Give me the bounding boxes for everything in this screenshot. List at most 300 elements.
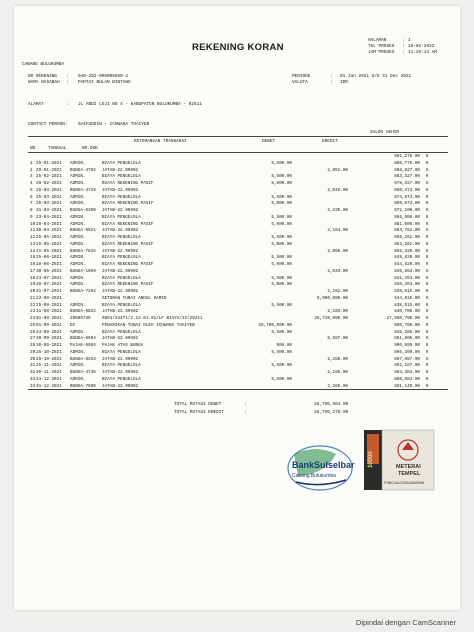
cell-desc: JATAB-22.99902	[102, 228, 139, 234]
scanner-footer: Dipindai dengan CamScanner	[355, 618, 456, 627]
cell-credit: 2,162.00	[327, 289, 348, 294]
col-keterangan: KETERANGAN TRANSAKSI	[134, 139, 187, 144]
cell-mark: K	[426, 248, 429, 254]
header-rule-bottom	[28, 152, 448, 153]
cell-ref: BUNGA-6822	[70, 309, 96, 315]
cell-ref: ADMIN.	[70, 329, 86, 335]
cell-debit: 5,500.00	[271, 255, 292, 261]
cell-no: 15	[30, 255, 36, 261]
table-row	[14, 330, 460, 335]
header-rule-top	[28, 136, 448, 137]
cell-mark: K	[426, 336, 429, 342]
cell-mark: K	[426, 289, 429, 294]
table-row	[14, 303, 460, 308]
cell-no: 2	[30, 167, 33, 173]
cell-no: 16	[30, 262, 36, 267]
cell-no: 4	[30, 181, 33, 186]
cell-date: 25-01-2021	[36, 160, 62, 166]
table-row	[14, 154, 460, 159]
cell-desc: BIAYA PENGELOLA	[102, 329, 141, 335]
cell-balance: 888,883.00	[394, 376, 420, 382]
cell-desc: BIAYA PENGELOLA	[102, 363, 141, 369]
cell-balance: 891,149.00	[394, 383, 420, 389]
periode-value: 01 Jan 2021 S/D 31 Dec 2021	[340, 74, 412, 79]
cell-desc: BIAYA PENGELOLA	[102, 349, 141, 355]
cell-date: 29-10-2021	[36, 356, 62, 362]
cell-balance: 892,276.00	[394, 154, 420, 159]
cell-desc: JATAB-22.99902	[102, 268, 139, 274]
cell-no: 19	[30, 282, 36, 288]
alamat-value: JL ANDI LOJI NO 4 - KABUPATEN BULUKUMBA - 92511	[78, 102, 202, 107]
cell-ref: ADMIN.	[70, 262, 86, 267]
cell-balance: 849,820.00	[394, 255, 420, 261]
table-row	[14, 269, 460, 274]
cell-balance: 846,853.00	[394, 268, 420, 274]
cell-credit: 2,058.00	[327, 248, 348, 254]
cell-no: 24	[30, 316, 36, 321]
table-row	[14, 168, 460, 173]
cell-balance: 850,708.00	[394, 322, 420, 328]
cell-debit: 5,500.00	[271, 376, 292, 382]
table-row	[14, 249, 460, 254]
cell-date: 23-08-2021	[36, 295, 62, 301]
cell-debit: 5,000.00	[271, 201, 292, 207]
statement-page: REKENING KORAN HALAMAN : 1 TGL PROSES : 18-02-2022 JAM PROSES : 11:29:14 AM CABANG BULUKUMBA NO REKENING : 040-202-000005950-2 NAMA NASABAH : PARTAI BULAN BINTANG PERIODE : 01 Jan 2021 S/D 31 Dec 2021 VALUTA : IDR ALAMAT : JL ANDI LOJI NO 4 - KABUPATEN BULUKUMBA - 92511 CONTACT PERSON: SAIFUDDIN - ICHWANA THAIYEB SALDO AKHIR KETERANGAN TRANSAKSI DEBET KREDIT NO TANGGAL NO.DOK 892,276.00 K 1 25-01-2021 ADMIN. BIAYA PENGELOLA 5,500.00 886,776.00 K 2 29-01-2021 BUNGA-4792 JATAB-22.99902 2,051.00 888,827.00 K 3 25-02-2021 ADMIN. BIAYA PENGELOLA 5,500.00 883,327.00 K 4 26-02-2021 ADMIN. BIAYA REKENING PASIF 5,000.00 878,327.00 K 5 26-03-2021 BUNGA-4726 JATAB-22.99902 2,046.00 880,373.00 K 6 25-03-2021 ADMIN. BIAYA PENGELOLA 5,500.00 874,873.00 K 7 26-03-2021 ADMIN. BIAYA REKENING PASIF 5,000.00 869,873.00 K 8 31-03-2021 BUNGA-6360 JATAB-22.99902 2,235.00 872,108.00 K 9 23-04-2021 ADMIN. BIAYA PENGELOLA 5,500.00 866,608.00 K 10 26-04-2021 ADMIN. BIAYA REKENING PASIF 5,000.00 861,608.00 K 11 30-04-2021 BUNGA-9921 JATAB-22.99902 2,154.00 863,762.00 K 12 25-05-2021 ADMIN. BIAYA PENGELOLA 5,500.00 858,262.00 K 13 26-05-2021 ADMIN. BIAYA REKENING PASIF 5,000.00 853,262.00 K 14 31-05-2021 BUNGA-7825 JATAB-22.99902 2,058.00 855,320.00 K 15 25-06-2021 ADMIN. BIAYA PENGELOLA 5,500.00 849,820.00 K 16 28-06-2021 ADMIN. BIAYA REKENING PASIF 5,000.00 844,820.00 K 17 30-06-2021 BUNGA-1069 JATAB-22.99902 2,033.00 846,853.00 K 18 23-07-2021 ADMIN. BIAYA PENGELOLA 5,500.00 841,353.00 K 19 26-07-2021 ADMIN. BIAYA REKENING PASIF 5,000.00 836,353.00 K 20 31-07-2021 BUNGA-7262 JATAB-22.99902 2,162.00 838,515.00 K 21 23-08-2021 SETORAN TUNAI ABDUL HAMID 8,000,000.00 844,015.00 K 22 25-08-2021 ADMIN. BIAYA PENGELOLA 5,500.00 838,515.00 K 23 31-08-2021 BUNGA-6822 JATAB-22.99902 2,193.00 840,708.00 K 24 01-09-2021 20085736 0801/33371/2.12.01.01/LF BIAYA/IX/20211 26,710,000.00 27,550,708.00 K 25 01-09-2021 DI PENARIKAN TUNAI OLEH ICHWANA THAIYEB 26,700,000.00 850,708.00 K 26 24-09-2021 ADMIN. BIAYA PENGELOLA 5,500.00 845,208.00 K 27 30-09-2021 BUNGA-6504 JATAB-22.99902 6,597.00 851,805.00 K 28 30-09-2021 PAJAK-6504 PAJAK ATAS BUNGA 906.00 900,899.00 K 29 25-10-2021 ADMIN. BIAYA PENGELOLA 5,500.00 895,399.00 K 30 29-10-2021 BUNGA-8253 JATAB-22.99902 2,288.00 897,687.00 K 31 25-11-2021 ADMIN. BIAYA PENGELOLA 5,500.00 892,187.00 K 32 30-11-2021 BUNGA-4745 JATAB-22.99902 2,196.00 894,383.00 K 33 24-12-2021 ADMIN. BIAYA PENGELOLA 5,500.00 888,883.00 K 34 31-12-2021 BUNGA-7590 JATAB-22.99902 2,266.00 891,149.00 K TOTAL MUTASI DEBET : 26,796,904.00 TOTAL MUTASI KREDIT : 26,790,279.00	[14, 6, 460, 610]
cell-no: 11	[30, 228, 36, 234]
cell-desc: JATAB-22.99902	[102, 370, 139, 375]
table-row	[14, 282, 460, 287]
cell-balance: 858,262.00	[394, 235, 420, 240]
cell-date: 31-03-2021	[36, 208, 62, 213]
table-row	[14, 255, 460, 260]
cell-desc: BIAYA PENGELOLA	[102, 160, 141, 166]
cell-balance: 894,383.00	[394, 370, 420, 375]
cell-balance: 869,873.00	[394, 201, 420, 207]
cell-balance: 836,353.00	[394, 282, 420, 288]
table-row	[14, 208, 460, 213]
cell-credit: 2,266.00	[327, 383, 348, 389]
cell-no: 10	[30, 221, 36, 227]
cell-mark: K	[426, 383, 429, 389]
cell-debit: 5,000.00	[271, 262, 292, 267]
cell-balance: 844,015.00	[394, 295, 420, 301]
col-saldo: SALDO AKHIR	[370, 130, 399, 135]
col-no: NO	[30, 146, 36, 151]
meterai-value: 10000	[368, 451, 374, 468]
cell-date: 24-09-2021	[36, 329, 62, 335]
cell-desc: BIAYA REKENING PASIF	[102, 201, 154, 207]
meterai-label: METERAI	[396, 464, 421, 470]
cell-no: 3	[30, 174, 33, 180]
cell-balance: 886,776.00	[394, 160, 420, 166]
table-row	[14, 181, 460, 186]
cell-desc: BIAYA PENGELOLA	[102, 275, 141, 281]
cell-date: 26-03-2021	[36, 201, 62, 207]
valuta-label: VALUTA	[292, 80, 308, 85]
table-row	[14, 384, 460, 389]
cell-no: 1	[30, 160, 33, 166]
cell-mark: K	[426, 174, 429, 180]
cell-date: 28-06-2021	[36, 262, 62, 267]
cell-date: 24-12-2021	[36, 376, 62, 382]
cell-balance: 845,208.00	[394, 329, 420, 335]
cell-desc: JATAB-22.99902	[102, 208, 139, 213]
cell-ref: ADMIN.	[70, 255, 86, 261]
cell-mark: K	[426, 363, 429, 369]
cell-ref: ADMIN.	[70, 302, 86, 308]
table-row	[14, 262, 460, 267]
cell-no: 29	[30, 349, 36, 355]
cell-credit: 2,033.00	[327, 268, 348, 274]
cell-mark: K	[426, 187, 429, 193]
jam-proses-label: JAM PROSES	[368, 50, 395, 55]
cell-date: 25-08-2021	[36, 302, 62, 308]
cell-balance: 861,608.00	[394, 221, 420, 227]
cell-balance: 853,262.00	[394, 241, 420, 247]
cell-ref: BUNGA-8253	[70, 356, 96, 362]
table-row	[14, 201, 460, 206]
cell-mark: K	[426, 241, 429, 247]
cell-desc: BIAYA PENGELOLA	[102, 376, 141, 382]
cell-no: 23	[30, 309, 36, 315]
cell-ref: ADMIN.	[70, 221, 86, 227]
table-row	[14, 228, 460, 233]
cabang-name: CABANG BULUKUMBA	[22, 62, 65, 67]
cell-date: 23-07-2021	[36, 275, 62, 281]
cell-mark: K	[426, 275, 429, 281]
cell-ref: ADMIN.	[70, 160, 86, 166]
cell-no: 32	[30, 370, 36, 375]
cell-mark: K	[426, 295, 429, 301]
cell-credit: 2,193.00	[327, 309, 348, 315]
cell-credit: 2,288.00	[327, 356, 348, 362]
cell-mark: K	[426, 221, 429, 227]
cell-balance: 840,708.00	[394, 309, 420, 315]
cell-balance: 855,320.00	[394, 248, 420, 254]
cell-mark: K	[426, 329, 429, 335]
cell-date: 26-05-2021	[36, 241, 62, 247]
tgl-proses-label: TGL PROSES	[368, 44, 395, 49]
contact-label: CONTACT PERSON:	[28, 122, 68, 127]
cell-desc: BIAYA PENGELOLA	[102, 302, 141, 308]
rekening-label: NO REKENING	[28, 74, 57, 79]
cell-balance: 851,805.00	[394, 336, 420, 342]
cell-no: 13	[30, 241, 36, 247]
cell-date: 26-03-2021	[36, 187, 62, 193]
cell-date: 26-04-2021	[36, 221, 62, 227]
cell-balance: 863,762.00	[394, 228, 420, 234]
halaman-label: HALAMAN	[368, 38, 387, 43]
cell-credit: 2,154.00	[327, 228, 348, 234]
cell-ref: ADMIN.	[70, 376, 86, 382]
cell-date: 30-11-2021	[36, 370, 62, 375]
cell-date: 29-01-2021	[36, 167, 62, 173]
cell-ref: BUNGA-4745	[70, 370, 96, 375]
cell-no: 28	[30, 343, 36, 348]
cell-desc: BIAYA REKENING PASIF	[102, 262, 154, 267]
table-row	[14, 289, 460, 294]
cell-no: 7	[30, 201, 33, 207]
table-row	[14, 161, 460, 166]
rekening-value: 040-202-000005950-2	[78, 74, 129, 79]
total-debet-value: 26,796,904.00	[314, 402, 349, 407]
cell-desc: JATAB-22.99902	[102, 187, 139, 193]
cell-balance: 883,327.00	[394, 174, 420, 180]
cell-ref: BUNGA-4726	[70, 187, 96, 193]
bank-stamp-and-meterai	[286, 424, 436, 509]
table-row	[14, 222, 460, 227]
cell-credit: 2,196.00	[327, 370, 348, 375]
cell-debit: 5,500.00	[271, 275, 292, 281]
total-debet-label: TOTAL MUTASI DEBET	[174, 402, 222, 407]
cell-mark: K	[426, 343, 429, 348]
cell-debit: 5,000.00	[271, 181, 292, 186]
table-row	[14, 309, 460, 314]
cell-credit: 2,046.00	[327, 187, 348, 193]
cell-desc: BIAYA PENGELOLA	[102, 214, 141, 220]
cell-mark: K	[426, 356, 429, 362]
table-row	[14, 323, 460, 328]
table-row	[14, 370, 460, 375]
cell-ref: ADMIN.	[70, 194, 86, 200]
table-row	[14, 357, 460, 362]
cell-mark: K	[426, 262, 429, 267]
cell-date: 01-09-2021	[36, 322, 62, 328]
cell-credit: 6,597.00	[327, 336, 348, 342]
table-row	[14, 377, 460, 382]
table-row	[14, 350, 460, 355]
cell-balance: 838,515.00	[394, 289, 420, 294]
cell-mark: K	[426, 376, 429, 382]
cell-ref: PAJAK-6504	[70, 343, 96, 348]
cell-date: 31-07-2021	[36, 289, 62, 294]
table-row	[14, 215, 460, 220]
cell-mark: K	[426, 316, 429, 321]
cell-mark: K	[426, 370, 429, 375]
statement-title: REKENING KORAN	[192, 42, 284, 53]
cell-date: 30-09-2021	[36, 343, 62, 348]
cell-ref: ADMIN.	[70, 174, 86, 180]
cell-debit: 5,000.00	[271, 241, 292, 247]
table-row	[14, 174, 460, 179]
cell-no: 9	[30, 214, 33, 220]
cell-no: 20	[30, 289, 36, 294]
cell-date: 30-04-2021	[36, 228, 62, 234]
cell-date: 23-04-2021	[36, 214, 62, 220]
table-row	[14, 343, 460, 348]
cell-desc: JATAB-22.99902	[102, 289, 139, 294]
cell-balance: 897,687.00	[394, 356, 420, 362]
contact-value: SAIFUDDIN - ICHWANA THAIYEB	[78, 122, 150, 127]
cell-balance: 874,873.00	[394, 194, 420, 200]
cell-debit: 5,000.00	[271, 282, 292, 288]
cell-ref: ADMIN.	[70, 181, 86, 186]
cell-mark: K	[426, 322, 429, 328]
cell-balance: 866,608.00	[394, 214, 420, 220]
cell-date: 31-08-2021	[36, 309, 62, 315]
cell-mark: K	[426, 154, 429, 159]
table-row	[14, 235, 460, 240]
table-row	[14, 188, 460, 193]
cell-date: 30-06-2021	[36, 268, 62, 274]
cell-date: 30-09-2021	[36, 336, 62, 342]
cell-desc: BIAYA REKENING PASIF	[102, 181, 154, 186]
cell-balance: 900,899.00	[394, 343, 420, 348]
cell-ref: BUNGA-4792	[70, 167, 96, 173]
jam-proses-value: 11:29:14 AM	[408, 50, 437, 55]
cell-desc: JATAB-22.99902	[102, 383, 139, 389]
cell-balance: 878,327.00	[394, 181, 420, 186]
cell-ref: BUNGA-7590	[70, 383, 96, 389]
cell-desc: JATAB-22.99902	[102, 336, 139, 342]
table-row	[14, 195, 460, 200]
cell-desc: 0801/33371/2.12.01.01/LF BIAYA/IX/20211	[102, 316, 203, 321]
meterai-code: F0BCAAJX564388998	[384, 480, 425, 485]
cell-ref: DI	[70, 322, 76, 328]
cell-date: 26-07-2021	[36, 282, 62, 288]
cell-mark: K	[426, 208, 429, 213]
cell-credit: 2,235.00	[327, 208, 348, 213]
tgl-proses-value: 18-02-2022	[408, 44, 435, 49]
cell-mark: K	[426, 309, 429, 315]
table-row	[14, 242, 460, 247]
table-row	[14, 276, 460, 281]
cell-desc: BIAYA REKENING PASIF	[102, 221, 154, 227]
cell-mark: K	[426, 201, 429, 207]
cell-ref: ADMIN.	[70, 235, 86, 240]
cell-desc: JATAB-22.99902	[102, 248, 139, 254]
cell-ref: ADMIN.	[70, 349, 86, 355]
cell-balance: 892,187.00	[394, 363, 420, 369]
cell-debit: 26,700,000.00	[258, 322, 292, 328]
cell-ref: ADMIN.	[70, 214, 86, 220]
total-kredit-value: 26,790,279.00	[314, 410, 349, 415]
cell-ref: BUNGA-6360	[70, 208, 96, 213]
cell-credit: 26,710,000.00	[314, 316, 348, 321]
cell-debit: 5,500.00	[271, 174, 292, 180]
table-row	[14, 316, 460, 321]
cell-ref: BUNGA-7825	[70, 248, 96, 254]
cell-no: 33	[30, 376, 36, 382]
cell-date: 25-03-2021	[36, 194, 62, 200]
cell-debit: 5,500.00	[271, 302, 292, 308]
cell-no: 12	[30, 235, 36, 240]
cell-ref: ADMIN.	[70, 363, 86, 369]
cell-debit: 5,000.00	[271, 221, 292, 227]
cell-ref: BUNGA-6504	[70, 336, 96, 342]
cell-date: 25-02-2021	[36, 174, 62, 180]
cell-no: 5	[30, 187, 33, 193]
cell-ref: BUNGA-9921	[70, 228, 96, 234]
stamp-cabang-text: Cabang Bulukumba	[292, 473, 336, 479]
cell-no: 8	[30, 208, 33, 213]
stamp-bank-text: BankSulselbar	[292, 460, 355, 470]
cell-no: 27	[30, 336, 36, 342]
cell-mark: K	[426, 181, 429, 186]
cell-desc: BIAYA PENGELOLA	[102, 194, 141, 200]
cell-debit: 5,500.00	[271, 329, 292, 335]
cell-date: 01-09-2021	[36, 316, 62, 321]
cell-balance: 841,353.00	[394, 275, 420, 281]
cell-date: 25-05-2021	[36, 235, 62, 240]
cell-no: 21	[30, 295, 36, 301]
cell-date: 31-12-2021	[36, 383, 62, 389]
cell-mark: K	[426, 194, 429, 200]
cell-no: 22	[30, 302, 36, 308]
cell-no: 34	[30, 383, 36, 389]
cell-desc: BIAYA PENGELOLA	[102, 174, 141, 180]
cell-desc: JATAB-22.99902	[102, 356, 139, 362]
table-row	[14, 336, 460, 341]
cell-debit: 5,500.00	[271, 160, 292, 166]
cell-ref: ADMIN.	[70, 282, 86, 288]
cell-desc: BIAYA PENGELOLA	[102, 235, 141, 240]
cell-balance: 872,108.00	[394, 208, 420, 213]
cell-mark: K	[426, 302, 429, 308]
cell-credit: 2,051.00	[327, 167, 348, 173]
periode-label: PERIODE	[292, 74, 311, 79]
cell-desc: PAJAK ATAS BUNGA	[102, 343, 144, 348]
table-row	[14, 296, 460, 301]
cell-mark: K	[426, 160, 429, 166]
table-row	[14, 363, 460, 368]
cell-credit: 8,000,000.00	[317, 295, 348, 301]
nama-label: NAMA NASABAH	[28, 80, 60, 85]
cell-ref: ADMIN.	[70, 241, 86, 247]
cell-balance: 27,550,708.00	[386, 316, 420, 321]
cell-no: 26	[30, 329, 36, 335]
cell-balance: 838,515.00	[394, 302, 420, 308]
cell-debit: 5,500.00	[271, 349, 292, 355]
cell-no: 31	[30, 363, 36, 369]
alamat-label: ALAMAT	[28, 102, 44, 107]
cell-desc: JATAB-22.99902	[102, 309, 139, 315]
cell-desc: SETORAN TUNAI ABDUL HAMID	[102, 295, 167, 301]
cell-no: 25	[30, 322, 36, 328]
cell-mark: K	[426, 228, 429, 234]
halaman-value: 1	[408, 38, 411, 43]
cell-desc: BIAYA PENGELOLA	[102, 255, 141, 261]
cell-desc: PENARIKAN TUNAI OLEH ICHWANA THAIYEB	[102, 322, 195, 328]
cell-date: 25-10-2021	[36, 349, 62, 355]
cell-mark: K	[426, 167, 429, 173]
cell-balance: 895,399.00	[394, 349, 420, 355]
cell-debit: 5,500.00	[271, 194, 292, 200]
cell-debit: 906.00	[276, 343, 292, 348]
cell-date: 26-02-2021	[36, 181, 62, 186]
cell-mark: K	[426, 268, 429, 274]
cell-mark: K	[426, 255, 429, 261]
col-nodok: NO.DOK	[82, 146, 98, 151]
cell-balance: 888,827.00	[394, 167, 420, 173]
cell-no: 18	[30, 275, 36, 281]
table-rule-bottom	[28, 389, 448, 390]
cell-debit: 5,500.00	[271, 363, 292, 369]
cell-desc: BIAYA REKENING PASIF	[102, 282, 154, 288]
cell-ref: 20085736	[70, 316, 91, 321]
cell-no: 6	[30, 194, 33, 200]
meterai-sub: TEMPEL	[398, 471, 421, 477]
cell-date: 25-06-2021	[36, 255, 62, 261]
cell-mark: K	[426, 349, 429, 355]
cell-desc: BIAYA REKENING PASIF	[102, 241, 154, 247]
cell-ref: BUNGA-1069	[70, 268, 96, 274]
col-tanggal: TANGGAL	[48, 146, 67, 151]
cell-debit: 5,500.00	[271, 214, 292, 220]
cell-mark: K	[426, 235, 429, 240]
cell-ref: ADMIN.	[70, 275, 86, 281]
cell-debit: 5,500.00	[271, 235, 292, 240]
